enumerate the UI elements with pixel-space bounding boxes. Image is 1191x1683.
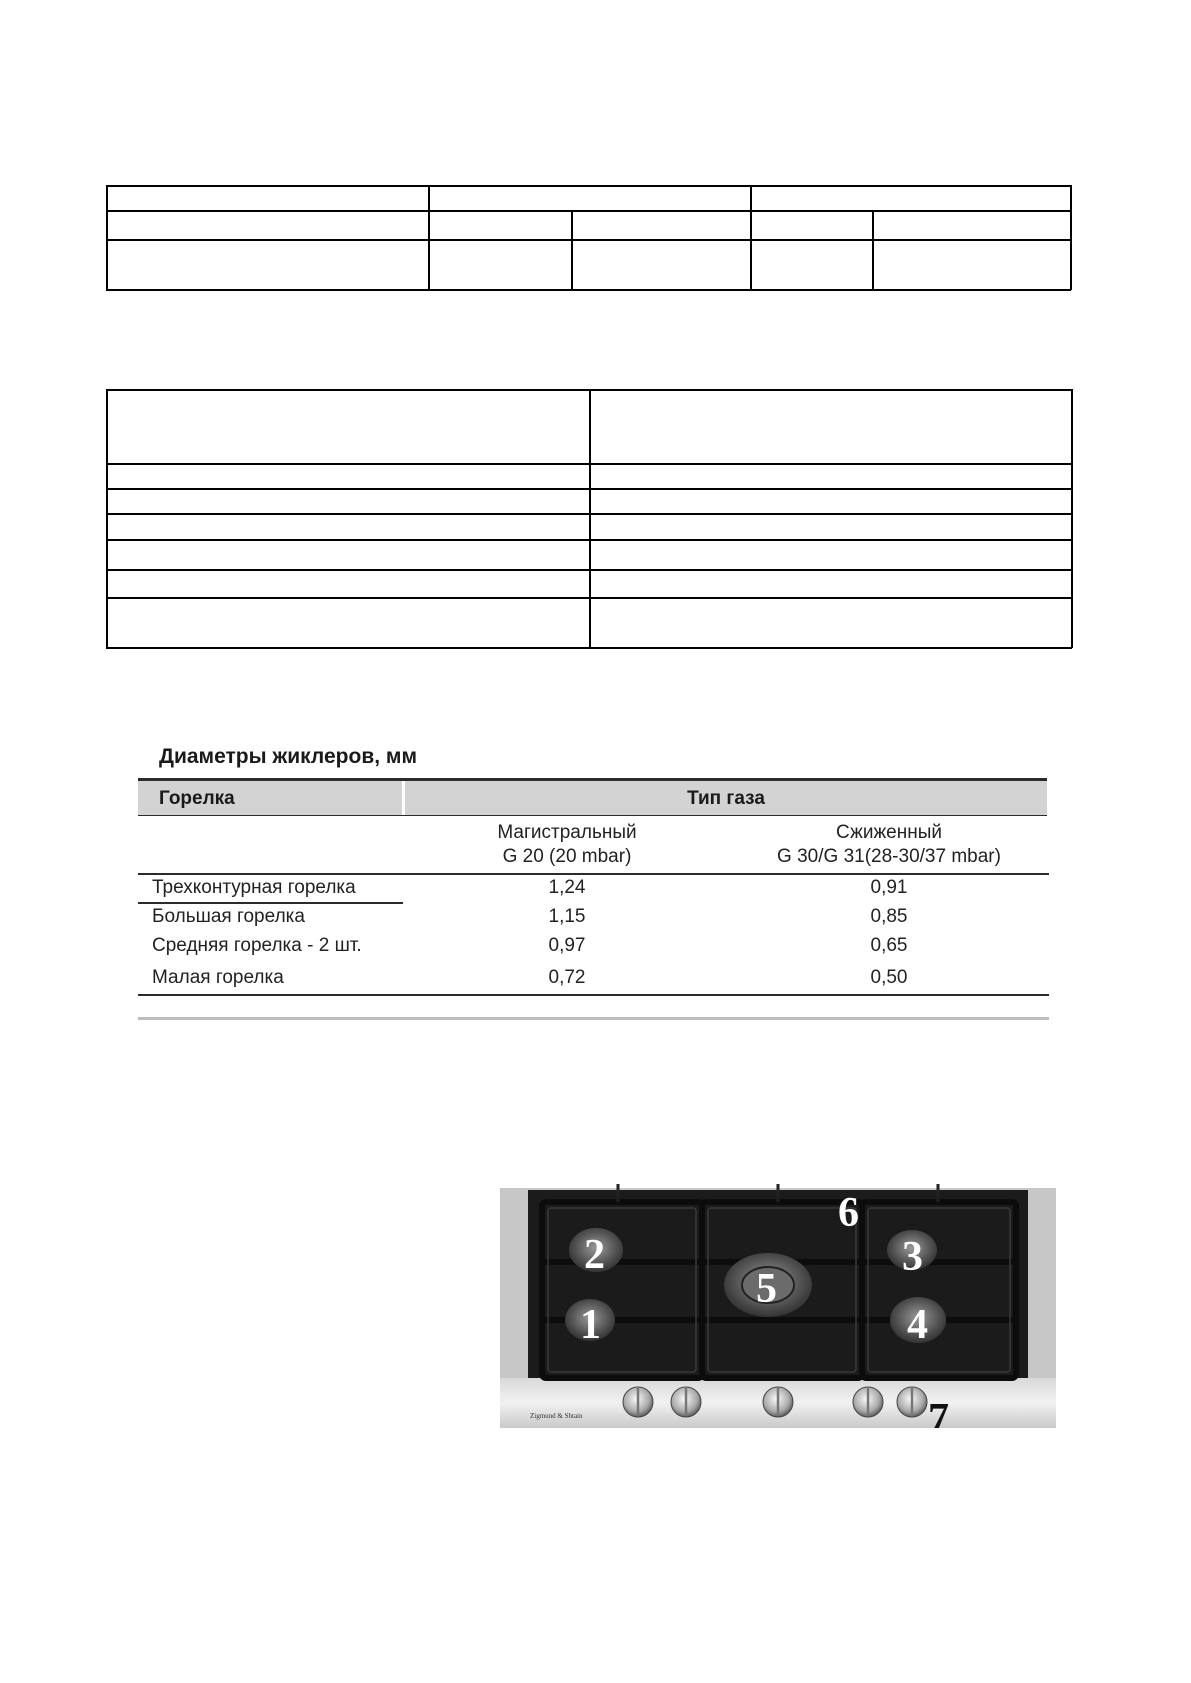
table1-line [872,210,874,290]
table-row-label: Малая горелка [152,967,284,988]
section-divider [138,1017,1049,1020]
gas-type-liquefied [739,821,1039,869]
table1-line [106,289,1071,291]
table1-line [428,185,430,290]
table-bottom-rule [138,994,1049,996]
callout-5: 5 [756,1266,777,1312]
header-bottom-rule [138,873,1049,875]
callout-4: 4 [907,1302,928,1348]
gas-cooktop-image [498,1170,1060,1428]
callout-2: 2 [584,1232,605,1278]
brand-logo: Zigmund & Shtain [530,1412,583,1420]
gas-type-natural [467,821,667,869]
table2-line [1071,389,1073,648]
table2-line [106,389,108,648]
header-gas-type: Тип газа [687,788,765,809]
callout-3: 3 [902,1234,923,1280]
table1-line [571,210,573,290]
table-cell-g20: 1,15 [548,906,586,927]
table1-line [106,239,1071,241]
row-underline [138,902,403,904]
table-row-label: Средняя горелка - 2 шт. [152,935,362,956]
gas-type-spec: G 20 (20 mbar) [502,846,632,867]
gas-type-spec: G 30/G 31(28-30/37 mbar) [777,846,1001,867]
table-cell-g30: 0,50 [870,967,908,988]
table-cell-g30: 0,85 [870,906,908,927]
table1-line [106,210,1071,212]
table-row-label: Большая горелка [152,906,305,927]
table1-line [106,185,1071,187]
table-cell-g30: 0,91 [870,877,908,898]
table-cell-g30: 0,65 [870,935,908,956]
jet-table-title: Диаметры жиклеров, мм [159,745,417,768]
table-row-label: Трехконтурная горелка [152,877,356,898]
header-burner: Горелка [159,788,235,809]
table2-line [589,389,591,648]
gas-type-name: Сжиженный [836,822,942,843]
cooktop-illustration [498,1170,1060,1428]
table1-line [1070,185,1072,290]
callout-7: 7 [928,1396,949,1428]
gas-type-name: Магистральный [497,822,637,843]
table-cell-g20: 0,72 [548,967,586,988]
table1-line [750,185,752,290]
table1-line [106,185,108,290]
table-cell-g20: 1,24 [548,877,586,898]
callout-1: 1 [580,1302,601,1348]
jet-table-header [138,778,1047,816]
callout-6: 6 [838,1190,859,1236]
table-cell-g20: 0,97 [548,935,586,956]
